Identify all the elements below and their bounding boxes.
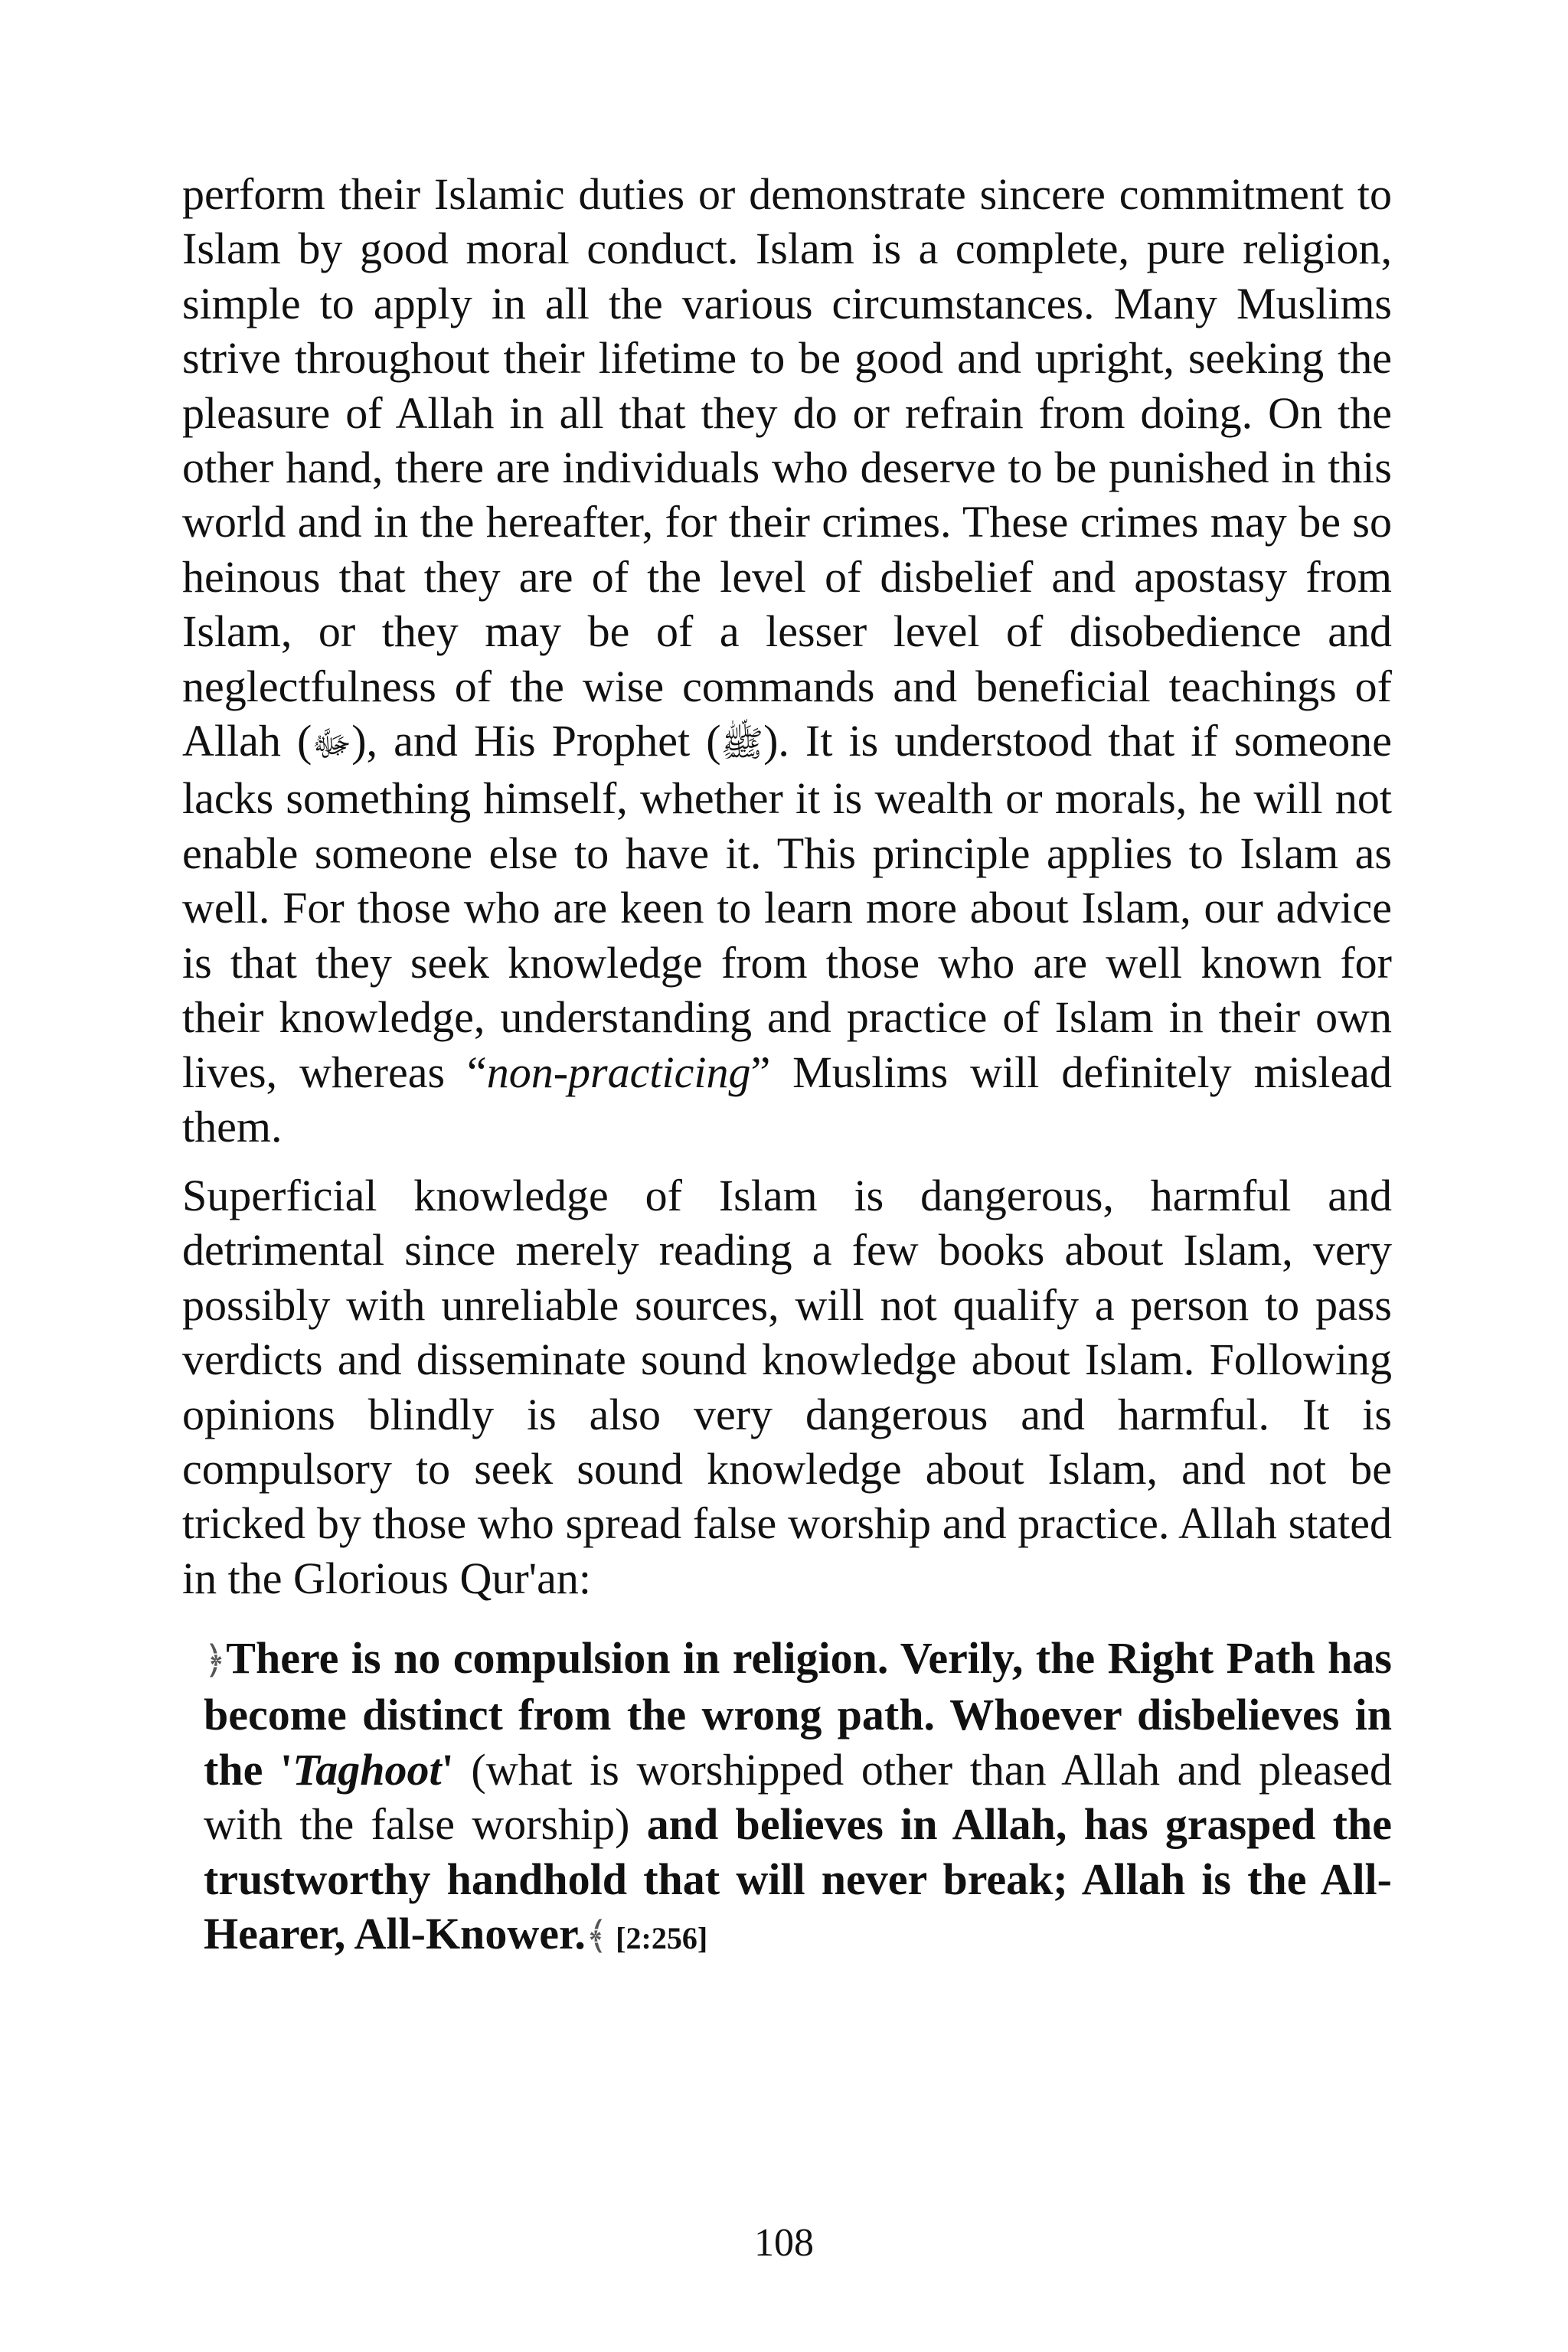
quote-open-bracket: ﴿ <box>204 1638 227 1681</box>
paragraph-1-part-2: ), and His Prophet ( <box>351 716 721 766</box>
honorific-prophet: ﷺ <box>720 724 764 764</box>
paragraph-1-part-4: ” Muslims will definitely mislead them. <box>182 1047 1393 1152</box>
non-practicing-italic: non-practicing <box>486 1047 751 1097</box>
page-number: 108 <box>754 2221 814 2265</box>
quote-close-bracket: ﴾ <box>585 1914 609 1958</box>
paragraph-2: Superficial knowledge of Islam is dangerous, harmful and detrimental since merely reading a few books about Islam, very possibly with unreliable sources, will not qualify a person to pass verdicts and disseminate sound knowledge about Islam. Following opinions blindly is also very dangerous and harmful. It is compulsory to seek sound knowledge about Islam, and not be tricked by those who spread false worship and practice. Allah stated in the Glorious Qur'an: <box>182 1171 1392 1603</box>
honorific-allah: ﷻ <box>312 724 352 764</box>
quote-bold-2: ' <box>441 1744 454 1795</box>
paragraph-1-part-3: ). It is understood that if someone lacks something himself, whether it is wealth or morals, he will not enable someone else to have it. This principle applies to Islam as well. For those who are keen to learn more about Islam, our advice is that they seek knowledge from those who are well known for their knowledge, understanding and practice of Islam in their own lives, whereas “ <box>182 716 1393 1097</box>
quote-explanation: (what is worshipped other than Allah and pleased with the false worship) <box>204 1744 1392 1850</box>
quran-quote <box>204 1631 1392 1965</box>
paragraph-1 <box>182 167 1392 1154</box>
paragraph-1-part-1: perform their Islamic duties or demonstrate sincere commitment to Islam by good moral conduct. Islam is a complete, pure religion, simple to apply in all the various circumstances. Many Muslims strive throughout their lifetime to be good and upright, seeking the pleasure of Allah in all that they do or refrain from doing. On the other hand, there are individuals who deserve to be punished in this world and in the hereafter, for their crimes. These crimes may be so heinous that they are of the level of disbelief and apostasy from Islam, or they may be of a lesser level of disobedience and neglectfulness of the wise commands and beneficial teachings of Allah ( <box>182 169 1392 766</box>
quote-reference: [2:256] <box>608 1921 708 1956</box>
quote-bold-3: and believes in Allah, has grasped the trustworthy handhold that will never break; Allah is the All-Hearer, All-Knower. <box>204 1799 1392 1959</box>
quote-bold-1: There is no compulsion in religion. Verily, the Right Path has become distinct from the wrong path. Whoever disbelieves in the ' <box>204 1633 1392 1795</box>
quote-taghoot: Taghoot <box>292 1744 442 1795</box>
